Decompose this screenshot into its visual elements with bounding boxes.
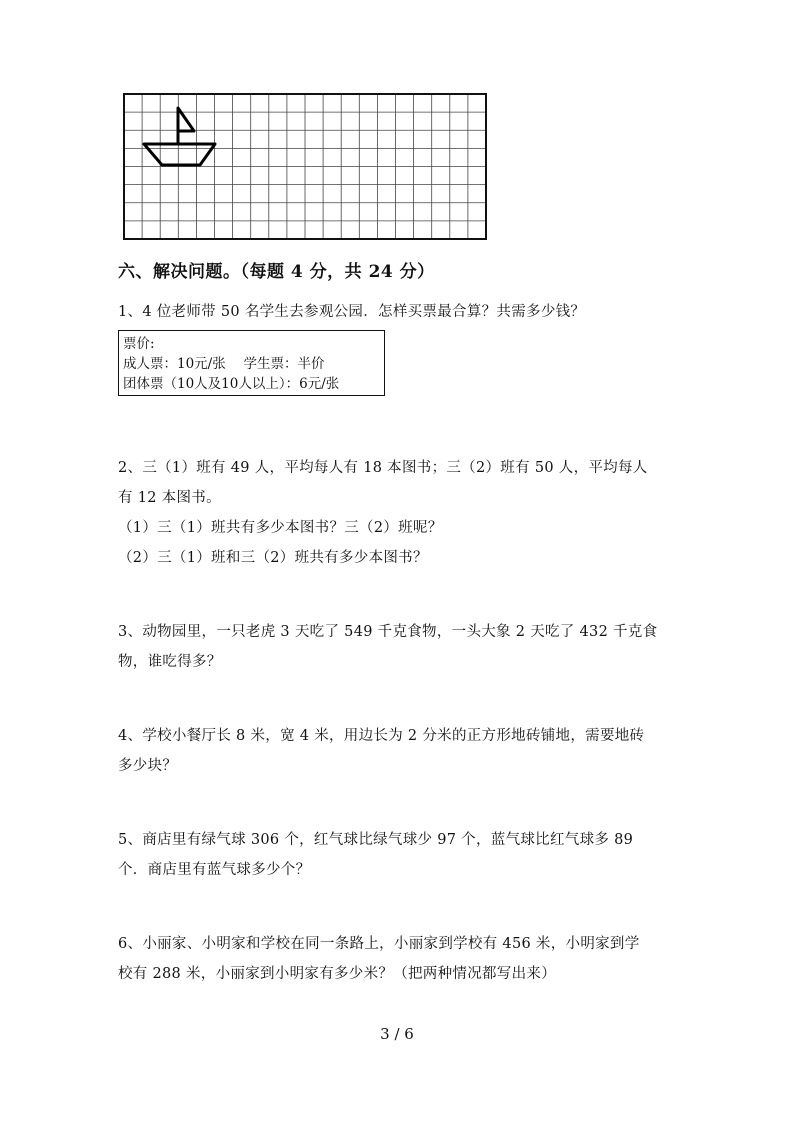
ticket-title: 票价: [123,336,155,352]
grid-paper-figure [123,93,489,243]
problem-3-line-1: 3、动物园里，一只老虎 3 天吃了 549 千克食物，一头大象 2 天吃了 432 千克食 [118,624,658,640]
page-number: 3 / 6 [380,1025,414,1043]
problem-2-line-4: （2）三（1）班和三（2）班共有多少本图书？ [118,550,428,566]
problem-3-line-2: 物，谁吃得多？ [118,654,222,670]
boat-drawing-icon [144,108,215,165]
problem-1-line-1: 1、4 位老师带 50 名学生去参观公园．怎样买票最合算？共需多少钱？ [118,304,586,320]
ticket-price-box [118,330,385,396]
problem-5-line-1: 5、商店里有绿气球 306 个，红气球比绿气球少 97 个，蓝气球比红气球多 89 [118,832,634,848]
problem-4-line-2: 多少块？ [118,758,178,774]
problem-2-line-1: 2、三（1）班有 49 人，平均每人有 18 本图书；三（2）班有 50 人，平均每人 [118,460,648,476]
ticket-row-2: 团体票（10人及10人以上）：6元/张 [123,376,340,392]
problem-2-line-3: （1）三（1）班共有多少本图书？三（2）班呢？ [118,520,443,536]
problem-5-line-2: 个．商店里有蓝气球多少个？ [118,862,311,878]
ticket-row-1: 成人票：10元/张 学生票：半价 [123,356,325,372]
problem-2-line-2: 有 12 本图书。 [118,490,221,506]
section-title: 六、解决问题。（每题 4 分，共 24 分） [118,262,435,282]
problem-6-line-1: 6、小丽家、小明家和学校在同一条路上，小丽家到学校有 456 米，小明家到学 [118,936,640,952]
problem-6-line-2: 校有 288 米，小丽家到小明家有多少米？（把两种情况都写出来） [118,966,556,982]
problem-4-line-1: 4、学校小餐厅长 8 米，宽 4 米，用边长为 2 分米的正方形地砖铺地，需要地砖 [118,728,645,744]
